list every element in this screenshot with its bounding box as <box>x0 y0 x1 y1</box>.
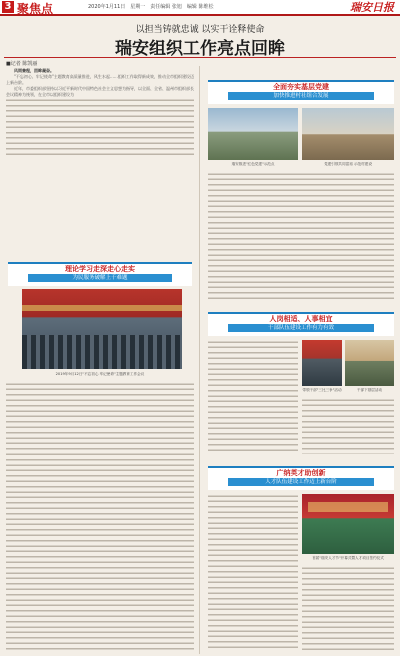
banner-subtitle: 人才队伍建设工作迈上新台阶 <box>228 478 374 486</box>
byline: ■记者 陈凯丽 <box>6 61 38 67</box>
banner-subtitle: 为民服务破解上千难题 <box>28 274 172 282</box>
header-meta: 2020年1月11日 星期一 责任编辑 张旭 编辑 陈维松 <box>88 4 214 10</box>
section-name: 聚焦点 <box>17 2 54 16</box>
intro-paragraph: "不忘初心、牢记使命"主题教育高质量推进，风生水起……组织工作取得新成效，推动全市组织建设迈上新台阶。 <box>6 74 194 85</box>
body-text-lines <box>6 382 194 652</box>
photo-caption: 带领干部"三比三争"活动 <box>302 388 342 392</box>
stage-banner-shape <box>22 305 182 311</box>
audience-shape <box>22 335 182 369</box>
banner-title: 人岗相适、人事相宜 <box>269 314 333 323</box>
party-building-photo-2 <box>302 108 394 160</box>
column-divider <box>199 66 200 654</box>
banner-title: 理论学习走深走心走实 <box>65 264 135 273</box>
page-header <box>0 0 400 16</box>
body-text-lines <box>208 172 394 300</box>
meeting-photo <box>22 289 182 369</box>
intro-paragraph: 近年，市委组织部坚持以习近平新时代中国特色社会主义思想为指导，以全面、全省、温州市组织部长会议精神为统领，在全市以组织建设为 <box>6 86 194 97</box>
section-number: 3 <box>2 1 14 13</box>
photo-caption: 首届"瑞安人才节"开幕式暨人才项目签约仪式 <box>312 556 384 560</box>
section-banner-party-building <box>208 80 394 104</box>
talent-festival-photo <box>302 494 394 554</box>
masthead-logo: 瑞安日报 <box>350 1 394 14</box>
banner-title: 全面夯实基层党建 <box>273 82 329 91</box>
photo-caption: 2019年9月12日"不忘初心 牢记使命"主题教育工作会议 <box>55 372 145 376</box>
banner-subtitle: 加快推进村社组合发展 <box>228 92 374 100</box>
photo-caption: 党建引领共同富裕 示范村建设 <box>324 162 372 166</box>
headline-rule <box>4 57 396 58</box>
section-banner-talent <box>208 466 394 490</box>
cadre-photo-2 <box>345 340 394 386</box>
photo-caption: 瑞安推进"红色党建"示范点 <box>231 162 275 166</box>
body-text-lines <box>208 340 298 454</box>
section-banner-cadres <box>208 312 394 336</box>
intro-paragraph: 风雨兼程，回眸凝奋。 <box>14 68 54 73</box>
body-text-lines <box>302 398 394 454</box>
headline-kicker: 以担当铸就忠诚 以实干诠释使命 <box>135 25 265 35</box>
headline-title: 瑞安组织工作亮点回眸 <box>115 39 285 59</box>
intro-text <box>6 68 194 178</box>
cadre-photo-1 <box>302 340 342 386</box>
section-banner-theory <box>8 262 192 286</box>
photo-caption: 干部下基层活动 <box>356 388 383 392</box>
stage-banner-shape <box>308 502 388 512</box>
body-text-lines <box>302 566 394 652</box>
banner-title: 广纳英才助创新 <box>276 468 326 477</box>
banner-subtitle: 干部队伍建设工作有力有效 <box>228 324 374 332</box>
body-text-lines <box>208 494 298 652</box>
party-building-photo-1 <box>208 108 298 160</box>
body-text-lines <box>6 98 194 158</box>
